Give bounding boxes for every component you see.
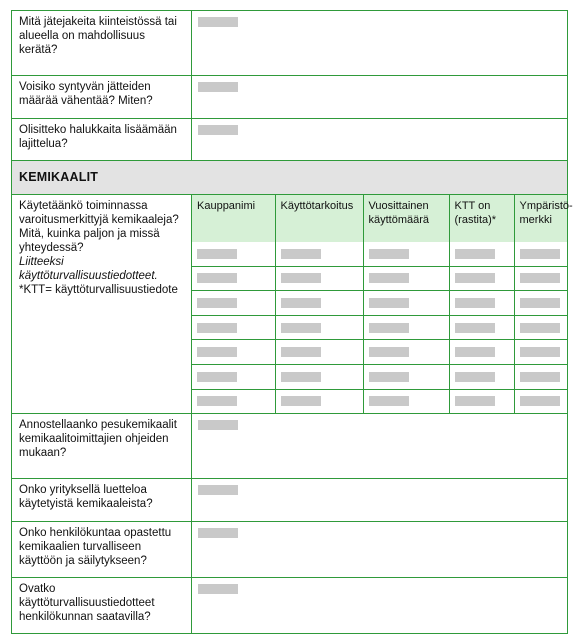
question-row (12, 11, 568, 76)
col-header-annual-use: Vuosittainen käyttömäärä (363, 195, 449, 242)
chemical-row (192, 242, 568, 266)
input-placeholder (197, 347, 237, 357)
section-row (12, 161, 568, 195)
question-label: Onko henkilökuntaa opastettu kemikaalien turvalliseen käyttöön ja säilytykseen? (12, 522, 192, 578)
chemical-row (192, 389, 568, 413)
chemical-input-cell[interactable] (363, 340, 449, 365)
chemicals-row (12, 195, 568, 414)
input-placeholder (281, 323, 321, 333)
chemicals-header-row (192, 195, 568, 242)
answer-placeholder (198, 485, 238, 495)
chemicals-question-note: Liitteeksi käyttöturvallisuustiedotteet. (19, 256, 158, 282)
section-heading: KEMIKAALIT (12, 161, 568, 195)
chemicals-table (192, 195, 573, 413)
chemical-input-cell[interactable] (275, 364, 363, 389)
question-label: Voisiko syntyvän jätteiden määrää vähentää? Miten? (12, 76, 192, 119)
chemical-input-cell[interactable] (192, 389, 275, 413)
input-placeholder (281, 396, 321, 406)
input-placeholder (197, 273, 237, 283)
input-placeholder (281, 249, 321, 259)
chemical-input-cell[interactable] (275, 266, 363, 291)
chemical-input-cell[interactable] (275, 340, 363, 365)
form (11, 10, 573, 634)
col-header-trade-name: Kauppanimi (192, 195, 275, 242)
chemicals-question-footnote: *KTT= käyttöturvallisuustiedote (19, 284, 178, 296)
question-row (12, 479, 568, 522)
chemical-input-cell[interactable] (192, 242, 275, 266)
chemical-input-cell[interactable] (514, 340, 568, 365)
input-placeholder (281, 347, 321, 357)
chemical-input-cell[interactable] (514, 364, 568, 389)
chemical-input-cell[interactable] (449, 242, 514, 266)
input-placeholder (455, 273, 495, 283)
col-header-purpose: Käyttötarkoitus (275, 195, 363, 242)
chemical-input-cell[interactable] (514, 291, 568, 316)
chemical-input-cell[interactable] (363, 242, 449, 266)
chemical-input-cell[interactable] (449, 315, 514, 340)
input-placeholder (520, 273, 560, 283)
questionnaire-table (11, 10, 573, 634)
chemical-row (192, 364, 568, 389)
chemical-input-cell[interactable] (449, 389, 514, 413)
question-row (12, 414, 568, 479)
answer-field[interactable] (192, 479, 568, 522)
input-placeholder (369, 396, 409, 406)
input-placeholder (281, 273, 321, 283)
chemicals-body (192, 242, 568, 413)
chemical-row (192, 266, 568, 291)
input-placeholder (197, 396, 237, 406)
chemical-input-cell[interactable] (514, 315, 568, 340)
input-placeholder (369, 347, 409, 357)
answer-placeholder (198, 584, 238, 594)
question-row (12, 522, 568, 578)
input-placeholder (281, 372, 321, 382)
input-placeholder (369, 249, 409, 259)
chemical-input-cell[interactable] (449, 340, 514, 365)
chemical-row (192, 340, 568, 365)
answer-placeholder (198, 82, 238, 92)
chemical-input-cell[interactable] (449, 364, 514, 389)
col-header-ecolabel: Ympäristö-merkki (514, 195, 568, 242)
answer-field[interactable] (192, 522, 568, 578)
input-placeholder (455, 396, 495, 406)
chemical-input-cell[interactable] (363, 291, 449, 316)
chemicals-question-text: Käytetäänkö toiminnassa varoitusmerkittyjä kemikaaleja? Mitä, kuinka paljon ja missä yhteydessä? (19, 200, 179, 254)
input-placeholder (520, 249, 560, 259)
input-placeholder (369, 372, 409, 382)
input-placeholder (455, 347, 495, 357)
input-placeholder (197, 323, 237, 333)
input-placeholder (455, 323, 495, 333)
answer-placeholder (198, 528, 238, 538)
chemical-row (192, 291, 568, 316)
col-header-ktt: KTT on (rastita)* (449, 195, 514, 242)
input-placeholder (455, 249, 495, 259)
input-placeholder (369, 323, 409, 333)
chemical-row (192, 315, 568, 340)
chemical-input-cell[interactable] (275, 315, 363, 340)
input-placeholder (455, 298, 495, 308)
question-label: Onko yrityksellä luetteloa käytetyistä kemikaaleista? (12, 479, 192, 522)
question-row (12, 119, 568, 161)
answer-field[interactable] (192, 414, 568, 479)
answer-placeholder (198, 125, 238, 135)
input-placeholder (520, 347, 560, 357)
input-placeholder (520, 396, 560, 406)
chemical-input-cell[interactable] (514, 266, 568, 291)
answer-field[interactable] (192, 76, 568, 119)
input-placeholder (369, 273, 409, 283)
chemical-input-cell[interactable] (192, 340, 275, 365)
input-placeholder (455, 372, 495, 382)
input-placeholder (197, 372, 237, 382)
input-placeholder (197, 249, 237, 259)
input-placeholder (520, 298, 560, 308)
question-label: Olisitteko halukkaita lisäämään lajittelua? (12, 119, 192, 161)
answer-placeholder (198, 17, 238, 27)
question-row (12, 76, 568, 119)
answer-field[interactable] (192, 11, 568, 76)
chemical-input-cell[interactable] (275, 291, 363, 316)
question-label: Ovatko käyttöturvallisuustiedotteet henkilökunnan saatavilla? (12, 578, 192, 634)
chemical-input-cell[interactable] (514, 389, 568, 413)
chemical-input-cell[interactable] (192, 266, 275, 291)
chemical-input-cell[interactable] (363, 266, 449, 291)
chemical-input-cell[interactable] (275, 242, 363, 266)
chemical-input-cell[interactable] (363, 389, 449, 413)
input-placeholder (520, 372, 560, 382)
chemicals-question (12, 195, 192, 414)
input-placeholder (281, 298, 321, 308)
question-row (12, 578, 568, 634)
input-placeholder (369, 298, 409, 308)
question-label: Mitä jätejakeita kiinteistössä tai alueella on mahdollisuus kerätä? (12, 11, 192, 76)
chemical-input-cell[interactable] (363, 364, 449, 389)
chemical-input-cell[interactable] (363, 315, 449, 340)
chemical-input-cell[interactable] (192, 315, 275, 340)
answer-field[interactable] (192, 119, 568, 161)
answer-field[interactable] (192, 578, 568, 634)
input-placeholder (197, 298, 237, 308)
chemicals-table-cell (192, 195, 573, 414)
chemical-input-cell[interactable] (514, 242, 568, 266)
question-label: Annostellaanko pesukemikaalit kemikaalitoimittajien ohjeiden mukaan? (12, 414, 192, 479)
chemical-input-cell[interactable] (449, 291, 514, 316)
chemical-input-cell[interactable] (449, 266, 514, 291)
answer-placeholder (198, 420, 238, 430)
input-placeholder (520, 323, 560, 333)
chemical-input-cell[interactable] (275, 389, 363, 413)
chemical-input-cell[interactable] (192, 364, 275, 389)
chemical-input-cell[interactable] (192, 291, 275, 316)
